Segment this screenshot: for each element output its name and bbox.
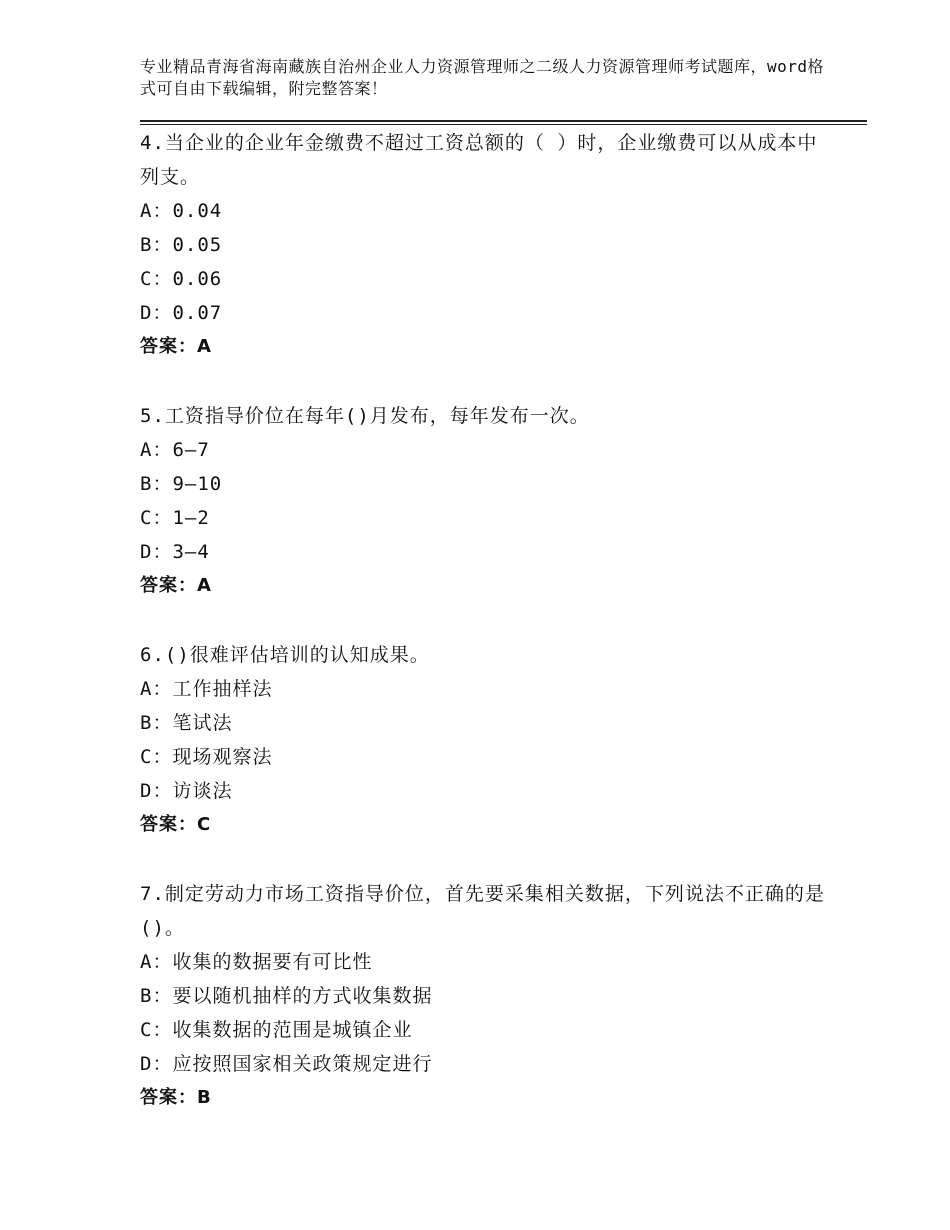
- option-b: B：0.05: [140, 234, 223, 256]
- question-stem: 6.()很难评估培训的认知成果。: [140, 644, 430, 666]
- question-4: [140, 126, 830, 364]
- question-stem: 5.工资指导价位在每年()月发布，每年发布一次。: [140, 405, 590, 427]
- question-stem: 4.当企业的企业年金缴费不超过工资总额的（ ）时，企业缴费可以从成本中列支。: [140, 132, 818, 188]
- answer-line: 答案：A: [140, 575, 212, 596]
- header-divider: [140, 120, 867, 125]
- option-c: C：1—2: [140, 507, 210, 529]
- question-7: [140, 877, 830, 1115]
- answer-line: 答案：B: [140, 1087, 212, 1108]
- option-a: A：6—7: [140, 439, 210, 461]
- option-d: D：访谈法: [140, 780, 233, 802]
- option-a: A：收集的数据要有可比性: [140, 951, 373, 973]
- option-a: A：工作抽样法: [140, 678, 273, 700]
- question-5: [140, 399, 830, 603]
- option-d: D：应按照国家相关政策规定进行: [140, 1053, 433, 1075]
- option-b: B：要以随机抽样的方式收集数据: [140, 985, 433, 1007]
- option-a: A：0.04: [140, 200, 223, 222]
- option-c: C：0.06: [140, 268, 223, 290]
- option-c: C：现场观察法: [140, 746, 273, 768]
- question-6: [140, 638, 830, 842]
- option-d: D：0.07: [140, 302, 223, 324]
- option-d: D：3—4: [140, 541, 210, 563]
- option-b: B：9—10: [140, 473, 223, 495]
- page-header: 专业精品青海省海南藏族自治州企业人力资源管理师之二级人力资源管理师考试题库，word格式可自由下载编辑，附完整答案！: [140, 57, 825, 98]
- question-stem: 7.制定劳动力市场工资指导价位，首先要采集相关数据，下列说法不正确的是()。: [140, 883, 825, 939]
- option-b: B：笔试法: [140, 712, 233, 734]
- answer-line: 答案：C: [140, 814, 212, 835]
- answer-line: 答案：A: [140, 336, 212, 357]
- option-c: C：收集数据的范围是城镇企业: [140, 1019, 413, 1041]
